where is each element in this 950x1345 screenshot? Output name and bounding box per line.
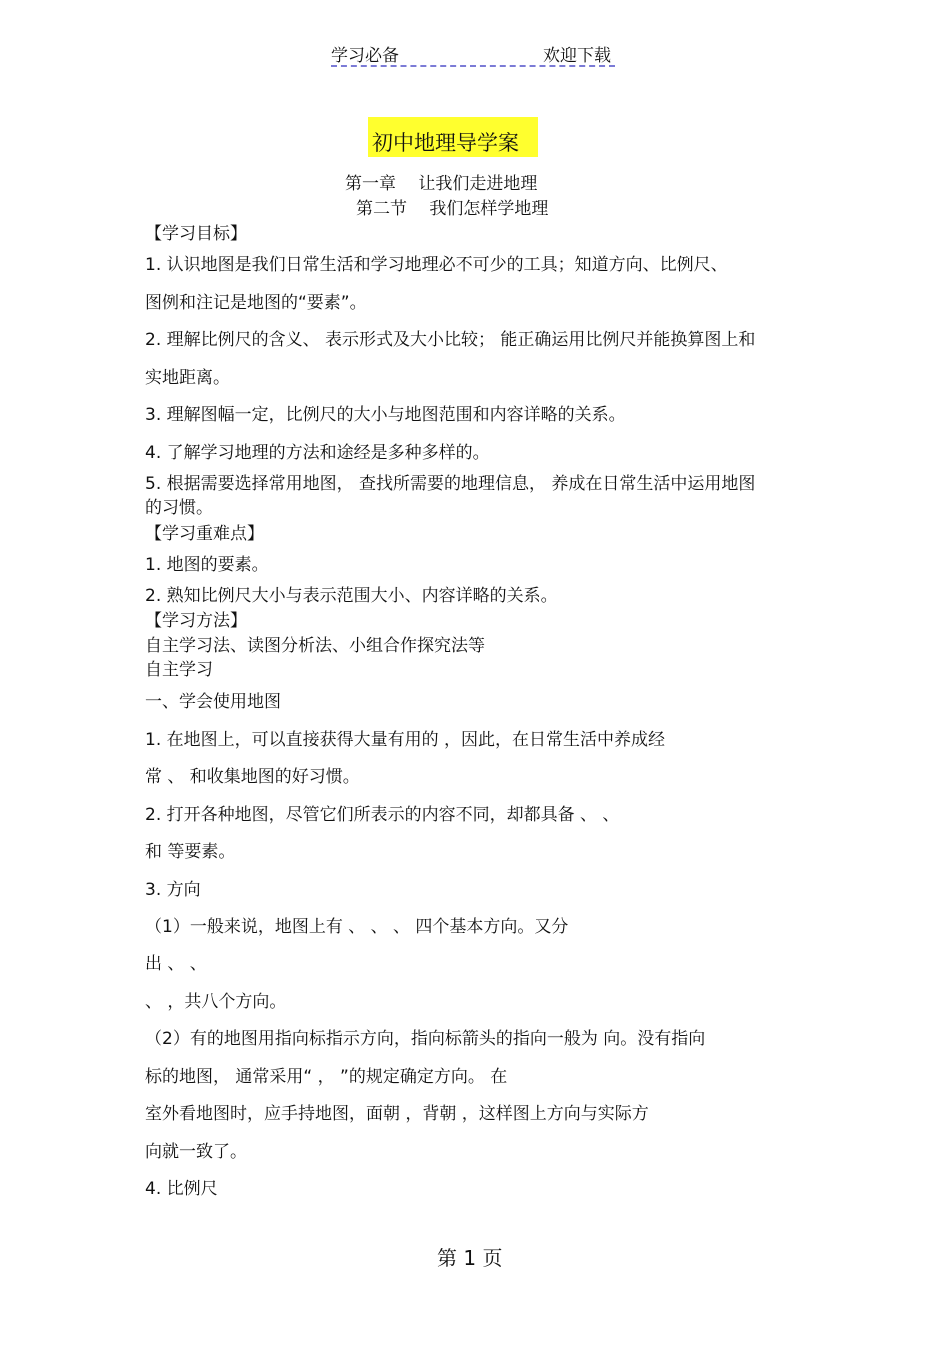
text-line: 标的地图， 通常采用“ ， ”的规定确定方向。 在 (145, 1067, 508, 1087)
text-line: （2）有的地图用指向标指示方向，指向标箭头的指向一般为 向。没有指向 (145, 1029, 706, 1049)
text-line: （1）一般来说，地图上有 、 、 、 四个基本方向。又分 (145, 917, 569, 937)
text-line: 向就一致了。 (145, 1142, 247, 1162)
text-line: 2. 理解比例尺的含义、 表示形式及大小比较； 能正确运用比例尺并能换算图上和 (145, 330, 756, 350)
text-line: 1. 认识地图是我们日常生活和学习地理必不可少的工具；知道方向、比例尺、 (145, 255, 728, 275)
text-line: 自主学习法、读图分析法、小组合作探究法等 (145, 636, 485, 656)
text-line: 常 、 和收集地图的好习惯。 (145, 767, 360, 787)
heading-learning-goals: 【学习目标】 (145, 224, 247, 244)
text-line: 出 、 、 (145, 954, 207, 974)
page-number: 第 1 页 (437, 1246, 503, 1270)
text-line: 室外看地图时，应手持地图，面朝 ，背朝 ，这样图上方向与实际方 (145, 1104, 649, 1124)
heading-direction: 3. 方向 (145, 880, 201, 900)
heading-methods: 【学习方法】 (145, 611, 247, 631)
text-line: 和 等要素。 (145, 842, 236, 862)
header-left-text: 学习必备 (331, 46, 399, 66)
header-divider (331, 65, 615, 67)
header-right-text: 欢迎下载 (543, 46, 611, 66)
text-line: 实地距离。 (145, 368, 230, 388)
text-line: 2. 熟知比例尺大小与表示范围大小、内容详略的关系。 (145, 586, 558, 606)
text-line: 1. 地图的要素。 (145, 555, 269, 575)
text-line: 1. 在地图上，可以直接获得大量有用的 ，因此，在日常生活中养成经 (145, 730, 666, 750)
text-line: 4. 了解学习地理的方法和途经是多种多样的。 (145, 443, 490, 463)
text-line: 5. 根据需要选择常用地图， 查找所需要的地理信息， 养成在日常生活中运用地图 (145, 474, 756, 494)
heading-key-points: 【学习重难点】 (145, 524, 264, 544)
document-title: 初中地理导学案 (372, 131, 519, 155)
heading-scale: 4. 比例尺 (145, 1179, 218, 1199)
text-line: 图例和注记是地图的“要素”。 (145, 293, 367, 313)
text-line: 、 ，共八个方向。 (145, 992, 287, 1012)
text-line: 3. 理解图幅一定，比例尺的大小与地图范围和内容详略的关系。 (145, 405, 626, 425)
text-line: 2. 打开各种地图，尽管它们所表示的内容不同，却都具备 、 、 (145, 805, 620, 825)
chapter-heading: 第一章 让我们走进地理 (345, 174, 538, 194)
heading-use-maps: 一、学会使用地图 (145, 692, 281, 712)
heading-self-study: 自主学习 (145, 660, 213, 680)
text-line: 的习惯。 (145, 498, 213, 518)
section-heading: 第二节 我们怎样学地理 (356, 199, 549, 219)
